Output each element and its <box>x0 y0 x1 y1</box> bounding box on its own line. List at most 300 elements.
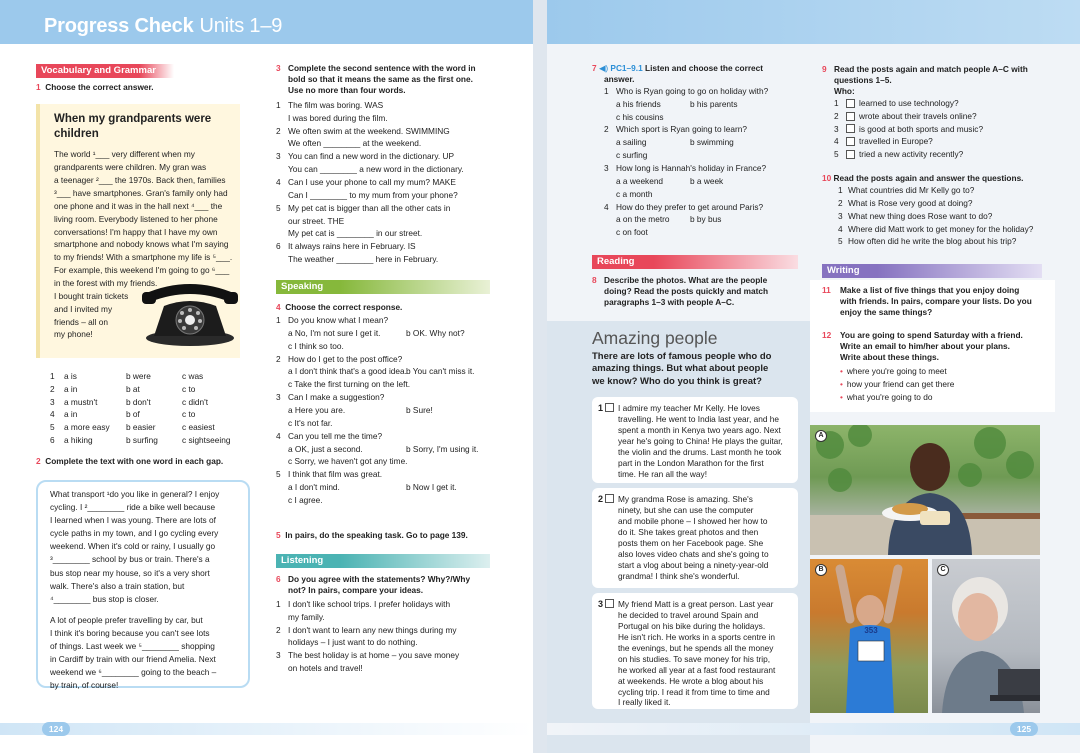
gap-fill-line: I learned when I was young. There are lots of <box>50 515 216 526</box>
item-number: 1 <box>276 99 281 110</box>
option-c: c surfing <box>616 150 648 161</box>
story-line: conversations! I'm happy that I have my own <box>54 226 218 237</box>
exercise-11-text-line: with friends. In pairs, compare your lists. Do you <box>840 295 1032 306</box>
post-line: grandma! I think she's wonderful. <box>618 570 740 581</box>
post-line: time. He ran all the way! <box>618 468 707 479</box>
gap-fill-line: walk. There's also a train station, but <box>50 580 185 591</box>
exercise-3-item <box>276 150 491 176</box>
option-row <box>50 434 250 447</box>
option-a: a his friends <box>616 98 661 109</box>
answer-row <box>616 213 763 226</box>
option-b: b surfing <box>126 434 158 445</box>
item-line: on hotels and travel! <box>288 663 363 674</box>
exercise-9-item <box>834 135 1052 148</box>
option-number: 1 <box>50 371 55 381</box>
post-line: My grandma Rose is amazing. She's <box>618 494 753 504</box>
exercise-9: 9 Read the posts again and match people A–C with questions 1–5. Who: 1 learned to use technology? 2 wrote about their travels online? 3 is good at both sports and music? 4 travelled in Europe? 5 tried a new activity recently? <box>822 64 1052 161</box>
option-b: b of <box>126 409 140 420</box>
option-b: b by bus <box>690 214 722 225</box>
option-b: b OK. Why not? <box>406 327 465 338</box>
photo-c-grandma <box>932 559 1040 713</box>
option-b: b Sorry, I'm using it. <box>406 443 479 454</box>
option-a: a I don't mind. <box>288 482 340 493</box>
page-number-left: 124 <box>42 722 70 736</box>
item-line: We often swim at the weekend. SWIMMING <box>288 125 450 136</box>
option-b: b his parents <box>690 98 738 109</box>
story-line: and I invited my <box>54 303 113 314</box>
amazing-intro <box>592 351 802 388</box>
item-number: 4 <box>276 176 281 187</box>
story-line: I bought train tickets <box>54 290 129 301</box>
vocab-grammar-heading: Vocabulary and Grammar <box>36 64 174 78</box>
item-line: My pet cat is bigger than all the other cats in <box>288 202 451 213</box>
option-b: b a week <box>690 175 724 186</box>
option-row <box>50 396 250 409</box>
item-number: 2 <box>276 353 281 364</box>
exercise-7: 7 ◀) PC1–9.1 Listen and choose the correct answer. 1 Who is Ryan going to go on holiday with? a his friends b his parents c his cousins 2 Which sport is Ryan going to learn? a sailing b swimming c surfing 3 How long is Hannah's holiday in France? a a weekend b a week c a month 4 How do they prefer to get around Paris? a on the metro b by bus c on foot <box>592 63 802 239</box>
listening-heading: Listening <box>276 554 490 568</box>
exercise-6: 6 Do you agree with the statements? Why?/Why not? In pairs, compare your ideas. 1 I don't like school trips. I prefer holidays with my family. 2 I don't want to learn any new things during my holidays – I just want to do nothing. 3 The best holiday is at home – you save money on hotels and travel! <box>276 574 491 675</box>
item-number: 2 <box>604 124 609 135</box>
option-c: c It's not far. <box>288 417 333 428</box>
story-line: in the forest with my friends. <box>54 277 158 288</box>
item-line: I don't want to learn any new things during my <box>288 624 457 635</box>
item-body <box>616 85 768 124</box>
item-number: 4 <box>838 223 843 234</box>
item-body <box>288 430 478 469</box>
exercise-3-text-line: bold so that it means the same as the first one. <box>288 73 473 84</box>
item-body <box>288 176 458 202</box>
item-number: 1 <box>276 598 281 609</box>
gap-fill-line: ³________ school by bus or train. There's a <box>50 554 210 565</box>
post-line: posts them on her Facebook page. She <box>618 537 764 548</box>
exercise-4-item <box>276 353 491 392</box>
gap-fill-line: ⁴________ bus stop is closer. <box>50 593 159 604</box>
photo-label-b: B <box>815 564 827 576</box>
item-number: 2 <box>838 197 843 208</box>
option-number: 6 <box>50 434 55 445</box>
gap-fill-line: cycling. I ²________ ride a bike well because <box>50 502 216 513</box>
exercise-12-text-line: Write an email to him/her about your plans. <box>840 340 1010 351</box>
item-body <box>616 201 763 240</box>
item-body <box>288 468 457 507</box>
item-line: You can find a new word in the dictionary. UP <box>288 151 455 162</box>
answer-checkbox[interactable] <box>846 99 855 108</box>
gap-fill-text-box <box>36 480 250 691</box>
item-line: Can I use your phone to call my mum? MAKE <box>288 176 456 187</box>
page-header-bar <box>0 0 533 44</box>
answer-checkbox[interactable] <box>846 137 855 146</box>
item-question: How long is Hannah's holiday in France? <box>616 163 767 174</box>
vocab-answer-options <box>50 370 250 447</box>
story-line: a teenager ²___ the 1970s. Back then, families <box>54 175 226 186</box>
story-line: to my friends! With a smartphone my life is ⁵___. <box>54 252 233 263</box>
item-number: 5 <box>276 202 281 213</box>
item-number: 3 <box>834 123 839 134</box>
item-body <box>616 123 747 162</box>
gap-fill-line: bus stop near my house, so it's a very short <box>50 567 210 578</box>
exercise-6-item <box>276 649 491 675</box>
gap-fill-line: I think it's boring because you can't see lots <box>50 627 210 638</box>
option-row <box>50 383 250 396</box>
exercise-10-item <box>838 184 1052 197</box>
item-number: 4 <box>834 136 839 147</box>
option-a: a hiking <box>64 434 93 445</box>
post-line: I really liked it. <box>618 697 671 708</box>
option-b: b swimming <box>690 137 734 148</box>
option-c: c sightseeing <box>182 434 231 445</box>
exercise-4-item <box>276 430 491 469</box>
option-a: a OK, just a second. <box>288 443 363 454</box>
reading-heading: Reading <box>592 255 798 269</box>
exercise-3-item <box>276 125 491 151</box>
post-line: the violin and the drums. Last month he took <box>618 446 782 457</box>
post-line: travelling. He went to India last year, and he <box>618 413 779 424</box>
item-question: How do I get to the post office? <box>288 353 403 364</box>
option-b: b at <box>126 383 140 394</box>
exercise-9-item <box>834 97 1052 110</box>
exercise-11-text-line: Make a list of five things that you enjoy doing <box>840 285 1020 295</box>
exercise-7-item <box>604 162 802 201</box>
item-body <box>288 598 450 624</box>
story-line: living room. Everybody listened to her phone <box>54 213 218 224</box>
post-line: he worked all year at a fast food restaurant <box>618 664 776 675</box>
item-number: 3 <box>276 650 281 661</box>
item-text: What countries did Mr Kelly go to? <box>848 184 975 195</box>
exercise-1-instruction: 1 Choose the correct answer. <box>36 82 154 92</box>
post-line: year he's going to China! He plays the guitar, <box>618 435 783 446</box>
gap-fill-line: by train, of course! <box>50 680 119 691</box>
item-body <box>288 125 450 151</box>
item-text: learned to use technology? <box>859 97 959 108</box>
item-number: 2 <box>276 624 281 635</box>
item-number: 3 <box>276 151 281 162</box>
exercise-9-text-line: Read the posts again and match people A–C with <box>834 64 1028 74</box>
option-c: c I agree. <box>288 494 323 505</box>
exercise-8-text-line: doing? Read the posts quickly and match <box>604 285 769 296</box>
item-text: is good at both sports and music? <box>859 123 984 134</box>
option-a: a in <box>64 383 78 394</box>
item-line: You can ________ a new word in the dictionary. <box>288 164 464 175</box>
item-body <box>288 624 457 650</box>
option-number: 5 <box>50 422 55 433</box>
option-c: c to <box>182 409 196 420</box>
story-line: one phone and it was in the hall next ⁴___ the <box>54 200 223 211</box>
exercise-10-item <box>838 210 1052 223</box>
item-line: our street. THE <box>288 215 345 226</box>
item-number: 5 <box>834 149 839 160</box>
post-line: also loves video chats and she's going to <box>618 548 769 559</box>
exercise-4-item <box>276 468 491 507</box>
post-line: My friend Matt is a great person. Last year <box>618 599 774 609</box>
answer-checkbox[interactable] <box>846 112 855 121</box>
speaking-heading: Speaking <box>276 280 490 294</box>
exercise-3: 3 Complete the second sentence with the word in bold so that it means the same as the first one. Use no more than four words. 1 The film was boring. WAS I was bored during the film. 2 We often swim at the weekend. SWIMMING We often ________ at the weekend. 3 You can find a new word in the dictionary. UP You can ________ a new word in the dictionary. 4 Can I use your phone to call my mum? MAKE Can I ________ to my mum from your phone? 5 My pet cat is bigger than all the other cats in our street. THE My pet cat is ________ in our street. 6 It always rains here in February. IS The weather ________ here in February. <box>276 63 491 266</box>
exercise-8-text-line: paragraphs 1–3 with people A–C. <box>604 296 735 307</box>
post-line: spent a month in Kenya two years ago. Next <box>618 424 781 435</box>
exercise-10-item <box>838 223 1052 236</box>
item-text: How often did he write the blog about his trip? <box>848 236 1017 247</box>
item-line: I don't like school trips. I prefer holidays with <box>288 598 451 609</box>
option-b: b easier <box>126 422 156 433</box>
item-line: We often ________ at the weekend. <box>288 138 422 149</box>
option-a: a Here you are. <box>288 404 346 415</box>
item-body <box>288 240 438 266</box>
page-number-right: 125 <box>1010 722 1038 736</box>
item-number: 1 <box>604 85 609 96</box>
writing-bullet: • how your friend can get there <box>840 378 1052 391</box>
answer-row <box>616 175 766 188</box>
exercise-9-item <box>834 148 1052 161</box>
item-line: I was bored during the film. <box>288 112 388 123</box>
answer-row <box>288 404 433 417</box>
option-number: 2 <box>50 383 55 394</box>
footer-strip-right <box>547 723 1080 735</box>
option-b: b Sure! <box>406 404 433 415</box>
exercise-11-text-line: enjoy the same things? <box>840 306 933 317</box>
story-title: When my grandparents were children <box>54 113 212 141</box>
gap-fill-line: cycle paths in my town, and I go cycling every <box>50 528 219 539</box>
exercise-6-item <box>276 624 491 650</box>
item-question: How do they prefer to get around Paris? <box>616 201 764 212</box>
option-c: c easiest <box>182 422 215 433</box>
option-c: c a month <box>616 188 653 199</box>
exercise-8: 8 Describe the photos. What are the people doing? Read the posts quickly and match paragraphs 1–3 with people A–C. <box>592 275 769 307</box>
item-number: 2 <box>834 110 839 121</box>
story-line: The world ¹___ very different when my <box>54 149 195 160</box>
post-line: and mobile phone – I showed her how to <box>618 515 768 526</box>
item-number: 6 <box>276 241 281 252</box>
post-line: do it. She takes great photos and then <box>618 526 759 537</box>
left-page <box>0 0 533 753</box>
option-a: a on the metro <box>616 214 670 225</box>
item-text: travelled in Europe? <box>859 136 933 147</box>
option-c: c to <box>182 383 196 394</box>
post-line: part in the London Marathon for the first <box>618 457 764 468</box>
exercise-3-text-line: Complete the second sentence with the word in <box>288 63 476 73</box>
writing-bullet: • what you're going to do <box>840 391 1052 404</box>
post-3: 3 My friend Matt is a great person. Last year he decided to travel around Spain and Portugal on his bike during the holidays. He isn't rich. He works in a sports centre in the evenings, but he spends all the money on his studies. To save money for his trip, he worked all year at a fast food restaurant at weekends. He wrote a blog about his cycling trip. I read it from time to time and I really liked it. <box>592 593 798 709</box>
story-line: smartphone and nobody knows what I'm saying <box>54 239 229 250</box>
gap-fill-line: weekend. When it's cold or rainy, I usually go <box>50 541 216 552</box>
item-line: It always rains here in February. IS <box>288 241 416 252</box>
item-line: The weather ________ here in February. <box>288 254 439 265</box>
item-number: 3 <box>604 163 609 174</box>
option-row <box>50 408 250 421</box>
item-question: Can you tell me the time? <box>288 430 383 441</box>
page-gutter <box>533 0 547 753</box>
footer-strip <box>0 723 533 735</box>
exercise-10-item <box>838 235 1052 248</box>
item-question: Can I make a suggestion? <box>288 392 385 403</box>
answer-row <box>288 481 457 494</box>
item-number: 4 <box>276 430 281 441</box>
item-number: 1 <box>834 97 839 108</box>
exercise-12-text-line: Write about these things. <box>840 351 939 362</box>
exercise-4-item <box>276 314 491 353</box>
intro-line: we know? Who do you think is great? <box>592 375 762 387</box>
item-line: holidays – I just want to do nothing. <box>288 637 418 648</box>
exercise-11: 11 Make a list of five things that you enjoy doing with friends. In pairs, compare your lists. Do you enjoy the same things? <box>822 285 1032 317</box>
answer-checkbox[interactable] <box>846 150 855 159</box>
exercise-9-text-line: questions 1–5. <box>834 74 892 85</box>
option-c: c didn't <box>182 396 209 407</box>
runner-bib-number: 353 <box>864 626 878 635</box>
option-c: c his cousins <box>616 111 664 122</box>
option-b: b Now I get it. <box>406 482 457 493</box>
exercise-4: 4 Choose the correct response. 1 Do you know what I mean? a No, I'm not sure I get it. b OK. Why not? c I think so too. 2 How do I get to the post office? a I don't think that's a good idea. b You can't miss it. c Take the first turning on the left. 3 Can I make a suggestion? a Here you are. b Sure! c It's not far. 4 Can you tell me the time? a OK, just a second. b Sorry, I'm using it. c Sorry, we haven't got any time. 5 I think that film was great. a I don't mind. b Now I get it. c I agree. <box>276 302 491 507</box>
exercise-6-text-line: not? In pairs, compare your ideas. <box>288 584 424 595</box>
answer-row <box>616 136 747 149</box>
option-c: c Sorry, we haven't got any time. <box>288 456 408 467</box>
page-title: Progress Check Units 1–9 <box>44 15 283 37</box>
option-number: 3 <box>50 396 55 407</box>
item-number: 3 <box>276 392 281 403</box>
item-text: What is Rose very good at doing? <box>848 197 973 208</box>
story-line: my phone! <box>54 329 93 340</box>
option-a: a mustn't <box>64 396 98 407</box>
option-row <box>50 370 250 383</box>
option-c: c was <box>182 371 204 381</box>
option-a: a is <box>64 371 77 381</box>
gap-fill-line: of things. Last week we ⁵________ shopping <box>50 641 215 652</box>
exercise-6-text-line: Do you agree with the statements? Why?/Why <box>288 574 471 584</box>
item-body <box>288 202 450 241</box>
gap-fill-line: weekend we ⁶________ going to the beach – <box>50 667 217 678</box>
post-line: He isn't rich. He works in a sports centre in <box>618 631 775 642</box>
item-body <box>288 649 459 675</box>
option-a: a sailing <box>616 137 647 148</box>
item-text: What new thing does Rose want to do? <box>848 210 993 221</box>
answer-checkbox[interactable] <box>846 124 855 133</box>
story-line: ³___ have smartphones. Gran's family only had <box>54 187 228 198</box>
exercise-9-item <box>834 123 1052 136</box>
option-c: c I think so too. <box>288 340 344 351</box>
item-body <box>288 150 464 176</box>
item-body <box>288 314 465 353</box>
answer-row <box>288 365 474 378</box>
exercise-6-item <box>276 598 491 624</box>
option-a: a more easy <box>64 422 110 433</box>
post-line: start a vlog about being a ninety-year-old <box>618 559 769 570</box>
answer-row <box>616 98 768 111</box>
post-1: 1 I admire my teacher Mr Kelly. He loves travelling. He went to India last year, and he spent a month in Kenya two years ago. Next year he's going to China! He plays the guitar, the violin and the drums. Last month he took part in the London Marathon for the first time. He ran all the way! <box>592 397 798 483</box>
intro-line: There are lots of famous people who do <box>592 351 772 362</box>
item-question: Do you know what I mean? <box>288 314 389 325</box>
audio-speaker-icon[interactable]: ◀) <box>598 63 609 73</box>
exercise-5: 5 In pairs, do the speaking task. Go to page 139. <box>276 530 468 540</box>
photo-b-runner <box>810 559 928 713</box>
option-a: a a weekend <box>616 175 664 186</box>
post-line: the evenings, but he spends all the money <box>618 642 774 653</box>
item-body <box>616 162 766 201</box>
story-panel <box>36 104 240 358</box>
item-line: The film was boring. WAS <box>288 99 384 110</box>
writing-bullet: • where you're going to meet <box>840 365 1052 378</box>
post-line: cycling trip. I read it from time to time and <box>618 686 770 697</box>
writing-heading: Writing <box>822 264 1042 278</box>
exercise-2-instruction: 2 Complete the text with one word in each gap. <box>36 456 224 466</box>
story-line: grandparents were children. My gran was <box>54 162 207 173</box>
option-c: c Take the first turning on the left. <box>288 379 411 390</box>
item-line: Can I ________ to my mum from your phone? <box>288 189 458 200</box>
exercise-3-item <box>276 240 491 266</box>
exercise-3-item <box>276 176 491 202</box>
option-b: b don't <box>126 396 151 407</box>
item-number: 2 <box>276 125 281 136</box>
exercise-7-item <box>604 201 802 240</box>
gap-fill-line: A lot of people prefer travelling by car, but <box>50 614 203 625</box>
option-a: a in <box>64 409 78 420</box>
option-b: b You can't miss it. <box>406 366 475 377</box>
post-line: ninety, but she can use the computer <box>618 504 754 515</box>
option-b: b were <box>126 371 151 381</box>
exercise-12-text-line: You are going to spend Saturday with a friend. <box>840 330 1023 340</box>
item-line: The best holiday is at home – you save money <box>288 650 460 661</box>
exercise-3-text-line: Use no more than four words. <box>288 84 406 95</box>
option-number: 4 <box>50 409 55 420</box>
telephone-icon <box>138 272 242 348</box>
option-a: a No, I'm not sure I get it. <box>288 327 381 338</box>
exercise-12: 12 You are going to spend Saturday with a friend. Write an email to him/her about your plans. Write about these things. • where you're going to meet • how your friend can get there • what you're going to do <box>822 330 1052 403</box>
story-line: friends – all on <box>54 316 108 327</box>
item-question: Which sport is Ryan going to learn? <box>616 124 747 135</box>
item-question: I think that film was great. <box>288 469 383 480</box>
item-number: 5 <box>838 236 843 247</box>
exercise-10: 10 Read the posts again and answer the questions. 1 What countries did Mr Kelly go to? 2 What is Rose very good at doing? 3 What new thing does Rose want to do? 4 Where did Matt work to get money for the holiday? 5 How often did he write the blog about his trip? <box>822 173 1052 248</box>
item-body <box>288 99 388 125</box>
exercise-3-item <box>276 202 491 241</box>
gap-fill-line: What transport ¹do you like in general? I enjoy <box>50 489 220 499</box>
gap-fill-line: in Cardiff by train with our friend Amelia. Next <box>50 654 216 665</box>
post-line: I admire my teacher Mr Kelly. He loves <box>618 403 760 413</box>
exercise-7-item <box>604 123 802 162</box>
item-number: 5 <box>276 469 281 480</box>
exercise-7-item <box>604 85 802 124</box>
post-line: he decided to travel around Spain and <box>618 609 759 620</box>
photo-label-a: A <box>815 430 827 442</box>
post-line: at weekends. He wrote a blog about his <box>618 675 764 686</box>
item-text: tried a new activity recently? <box>859 149 964 160</box>
item-line: my family. <box>288 611 325 622</box>
intro-line: amazing things. But what about people <box>592 363 769 375</box>
answer-row <box>288 327 465 340</box>
item-text: Where did Matt work to get money for the holiday? <box>848 223 1034 234</box>
answer-row <box>288 443 478 456</box>
post-line: Portugal on his bike during the holidays. <box>618 620 766 631</box>
exercise-3-item <box>276 99 491 125</box>
exercise-9-item <box>834 110 1052 123</box>
post-line: on his studies. To save money for his trip, <box>618 653 771 664</box>
item-body <box>288 391 433 430</box>
amazing-title: Amazing people <box>592 328 718 348</box>
item-number: 1 <box>276 314 281 325</box>
option-row <box>50 421 250 434</box>
option-a: a I don't think that's a good idea. <box>288 366 407 377</box>
option-c: c on foot <box>616 227 648 238</box>
exercise-8-text-line: Describe the photos. What are the people <box>604 275 768 285</box>
exercise-4-item <box>276 391 491 430</box>
story-line: For example, this weekend I'm going to go ⁶___ <box>54 265 230 276</box>
item-number: 4 <box>604 201 609 212</box>
item-number: 1 <box>838 184 843 195</box>
item-number: 3 <box>838 210 843 221</box>
photo-a-waiter <box>810 425 1040 555</box>
item-text: wrote about their travels online? <box>859 110 977 121</box>
photo-label-c: C <box>937 564 949 576</box>
item-question: Who is Ryan going to go on holiday with? <box>616 85 769 96</box>
exercise-10-item <box>838 197 1052 210</box>
